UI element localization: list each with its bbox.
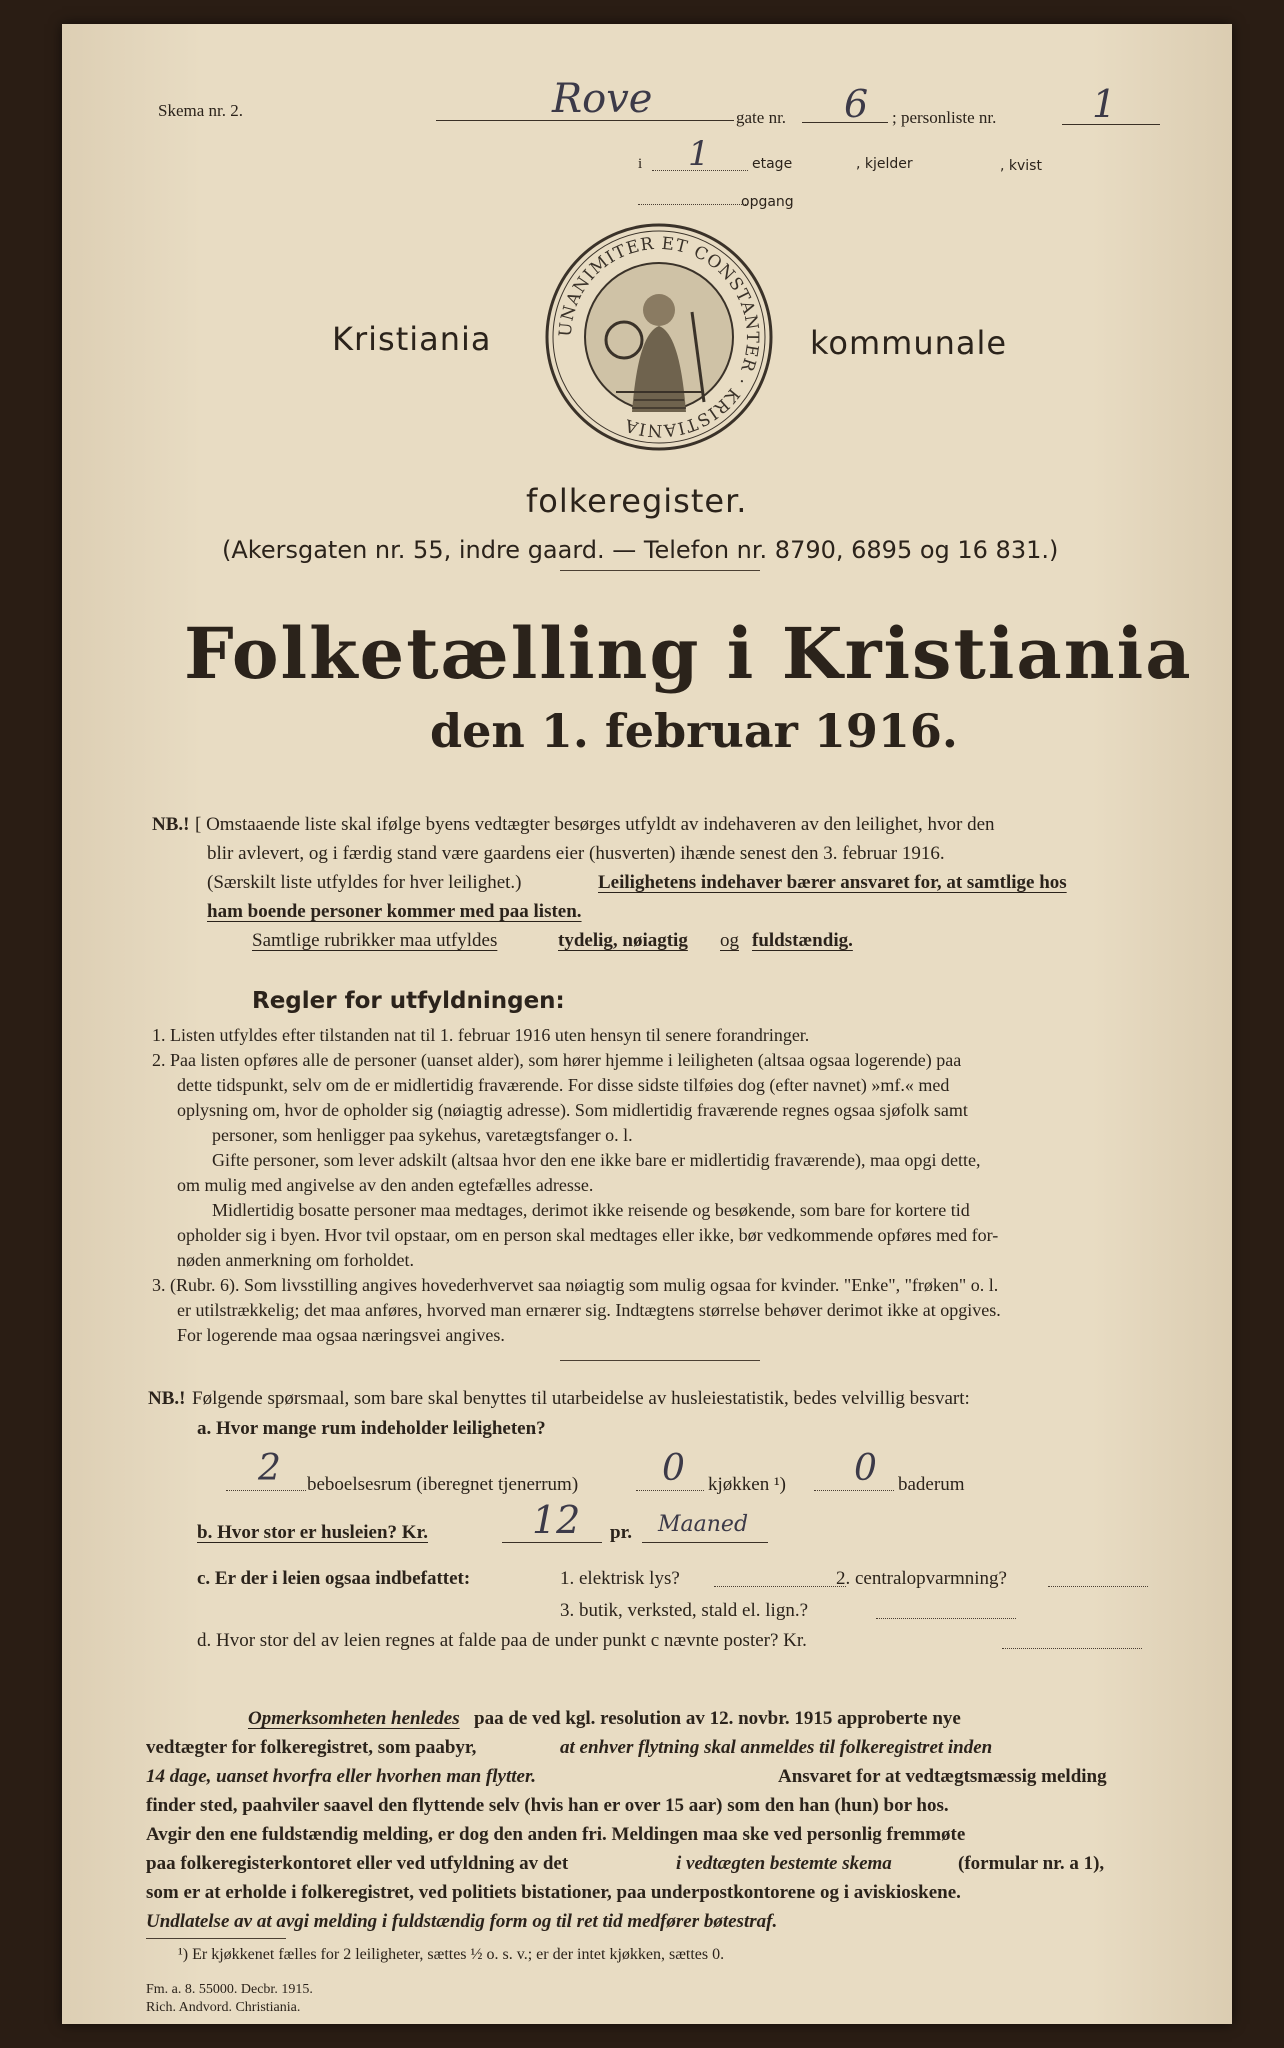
nb1-line3b: Leilighetens indehaver bærer ansvaret for, at samtlige hos xyxy=(598,872,1067,893)
nb2-a-question: a. Hvor mange rum indeholder leiligheten? xyxy=(197,1418,546,1439)
nb1-line5a: Samtlige rubrikker maa utfyldes xyxy=(252,930,498,951)
rule-2f: om mulig med angivelse av den anden egtefælles adresse. xyxy=(177,1175,594,1195)
rule-2i: nøden anmerkning om forholdet. xyxy=(177,1250,414,1270)
nb2-b-question: b. Hvor stor er husleien? Kr. xyxy=(197,1522,429,1543)
c3-line xyxy=(876,1618,1016,1619)
institution-right: kommunale xyxy=(810,324,1008,362)
i-label: i xyxy=(638,156,643,172)
notice-line2a: vedtægter for folkeregistret, som paabyr, xyxy=(146,1737,477,1758)
nb2-label: NB.! xyxy=(148,1388,186,1409)
rent-period: Maaned xyxy=(658,1512,749,1537)
street-handwritten: Rove xyxy=(552,76,653,122)
nb1-line4: ham boende personer kommer med paa listen. xyxy=(207,901,582,922)
notice-line5: Avgir den ene fuldstændig melding, er dog den anden fri. Meldingen maa ske ved personlig fremmøte xyxy=(146,1824,966,1845)
census-form-page xyxy=(62,24,1232,2024)
rules-heading: Regler for utfyldningen: xyxy=(252,988,565,1014)
nb1-line5c: og xyxy=(720,930,739,951)
nb1-line5b: tydelig, nøiagtig xyxy=(558,930,688,951)
skema-label: Skema nr. 2. xyxy=(158,101,243,120)
divider xyxy=(560,570,760,571)
bath-value: 0 xyxy=(854,1448,877,1489)
rule-2g: Midlertidig bosatte personer maa medtages, derimot ikke reisende og besøkende, som bare for kortere tid xyxy=(212,1200,970,1220)
kitchen-line xyxy=(636,1490,704,1491)
rule-2b: dette tidspunkt, selv om de er midlertidig fraværende. For disse sidste tilføies dog (efter navnet) »mf.« med xyxy=(177,1075,950,1095)
rooms-label: beboelsesrum (iberegnet tjenerrum) xyxy=(307,1474,579,1495)
rule-2e: Gifte personer, som lever adskilt (altsaa hvor den ene ikke bare er midlertidig fraværende), maa opgi dette, xyxy=(212,1150,981,1170)
opgang-label: opgang xyxy=(741,194,794,210)
bath-line xyxy=(814,1490,894,1491)
nb2-c-question: c. Er der i leien ogsaa indbefattet: xyxy=(197,1568,471,1589)
notice-line8: Undlatelse av at avgi melding i fuldstændig form og til ret tid medfører bøtestraf. xyxy=(146,1911,778,1932)
printer-line2: Rich. Andvord. Christiania. xyxy=(146,2000,301,2015)
rule-3a: 3. (Rubr. 6). Som livsstilling angives hovederhvervet saa nøiagtig som mulig ogsaa for kvinder. "Enke", "frøken" o. l. xyxy=(152,1275,999,1295)
etage-value: 1 xyxy=(688,134,710,174)
notice-line3b: Ansvaret for at vedtægtsmæssig melding xyxy=(778,1766,1107,1787)
gate-label: gate nr. xyxy=(736,108,787,127)
bath-label: baderum xyxy=(898,1474,965,1495)
rule-3b: er utilstrækkelig; det maa anføres, hvorved man ernærer sig. Indtægtens størrelse behøver derimot ikke at opgives. xyxy=(177,1300,1001,1320)
c2-label: 2. centralopvarmning? xyxy=(836,1568,1007,1589)
footnote: ¹) Er kjøkkenet fælles for 2 leiligheter, sættes ½ o. s. v.; er der intet kjøkken, sættes 0. xyxy=(178,1946,725,1963)
notice-line2b: at enhver flytning skal anmeldes til folkeregistret inden xyxy=(560,1737,993,1758)
c2-line xyxy=(1048,1586,1148,1587)
institution-left: Kristiania xyxy=(332,320,492,358)
etage-label: etage xyxy=(752,156,793,172)
kjelder-label: , kjelder xyxy=(856,156,913,172)
nb1-line5d: fuldstændig. xyxy=(752,930,853,951)
rule-2a: 2. Paa listen opføres alle de personer (uanset alder), som hører hjemme i leiligheten (altsaa ogsaa logerende) paa xyxy=(152,1050,962,1070)
notice-line1: paa de ved kgl. resolution av 12. novbr. 1915 approberte nye xyxy=(474,1708,961,1729)
rule-2h: opholder sig i byen. Hvor tvil opstaar, om en person skal medtages eller ikke, bør vedkommende opføres med for- xyxy=(177,1225,999,1245)
kristiania-seal xyxy=(544,222,774,452)
institution-address: (Akersgaten nr. 55, indre gaard. — Telefon nr. 8790, 6895 og 16 831.) xyxy=(222,536,1059,564)
notice-line6b: i vedtægten bestemte skema xyxy=(676,1853,892,1874)
rent-per-label: pr. xyxy=(610,1522,633,1543)
seal-emblem-icon xyxy=(544,222,774,452)
notice-line6c: (formular nr. a 1), xyxy=(958,1853,1105,1874)
form-date: den 1. februar 1916. xyxy=(430,704,958,758)
nb2-d-question: d. Hvor stor del av leien regnes at falde paa de under punkt c nævnte poster? Kr. xyxy=(197,1630,807,1651)
rule-1: 1. Listen utfyldes efter tilstanden nat til 1. februar 1916 uten hensyn til senere forandringer. xyxy=(152,1025,810,1045)
rent-amount: 12 xyxy=(532,1498,581,1542)
printer-line1: Fm. a. 8. 55000. Decbr. 1915. xyxy=(146,1982,313,1997)
divider xyxy=(146,1938,286,1939)
gate-number: 6 xyxy=(844,82,869,126)
c1-line xyxy=(714,1586,846,1587)
notice-line7: som er at erholde i folkeregistret, ved politiets bistationer, paa underpostkontorene og i aviskioskene. xyxy=(146,1882,961,1903)
rent-line xyxy=(502,1542,602,1543)
divider xyxy=(560,1360,760,1361)
kvist-label: , kvist xyxy=(1000,158,1042,174)
notice-line4: finder sted, paahviler saavel den flyttende selv (hvis han er over 15 aar) som den han (hun) bor hos. xyxy=(146,1795,949,1816)
notice-lead: Opmerksomheten henledes xyxy=(248,1708,460,1729)
rent-period-line xyxy=(642,1542,768,1543)
personliste-label: ; personliste nr. xyxy=(892,108,997,127)
rule-2c: oplysning om, hvor de opholder sig (nøiagtig adresse). Som midlertidig fraværende regnes ogsaa sjøfolk samt xyxy=(177,1100,968,1120)
nb1-line1: [ Omstaaende liste skal ifølge byens vedtægter besørges utfyldt av indehaveren av den leilighet, hvor den xyxy=(195,814,995,835)
kitchen-value: 0 xyxy=(662,1448,685,1489)
notice-line3a: 14 dage, uanset hvorfra eller hvorhen man flytter. xyxy=(146,1766,537,1787)
c1-label: 1. elektrisk lys? xyxy=(560,1568,680,1589)
notice-line6a: paa folkeregisterkontoret eller ved utfyldning av det xyxy=(146,1853,569,1874)
nb2-intro: Følgende spørsmaal, som bare skal benyttes til utarbeidelse av husleiestatistik, bedes velvillig besvart: xyxy=(192,1388,970,1409)
opgang-line xyxy=(638,204,748,205)
institution-line2: folkeregister. xyxy=(526,482,748,520)
rooms-value: 2 xyxy=(258,1448,281,1489)
form-title: Folketælling i Kristiania xyxy=(184,612,1193,695)
rule-3c: For logerende maa ogsaa næringsvei angives. xyxy=(177,1325,505,1345)
nb1-line2: blir avlevert, og i færdig stand være gaardens eier (husverten) ihænde senest den 3. februar 1916. xyxy=(207,843,945,864)
nb1-line3a: (Særskilt liste utfyldes for hver leilighet.) xyxy=(207,872,522,893)
seal-ring-text: UNANIMITER ET CONSTANTER · KRISTIANIA xyxy=(555,233,763,441)
personliste-number: 1 xyxy=(1092,82,1117,126)
nb1-label: NB.! xyxy=(152,814,190,835)
rooms-line xyxy=(226,1490,306,1491)
rule-2d: personer, som henligger paa sykehus, varetægtsfanger o. l. xyxy=(212,1125,633,1145)
kitchen-label: kjøkken ¹) xyxy=(708,1474,786,1495)
c3-label: 3. butik, verksted, stald el. lign.? xyxy=(560,1600,809,1621)
d-line xyxy=(1002,1648,1142,1649)
